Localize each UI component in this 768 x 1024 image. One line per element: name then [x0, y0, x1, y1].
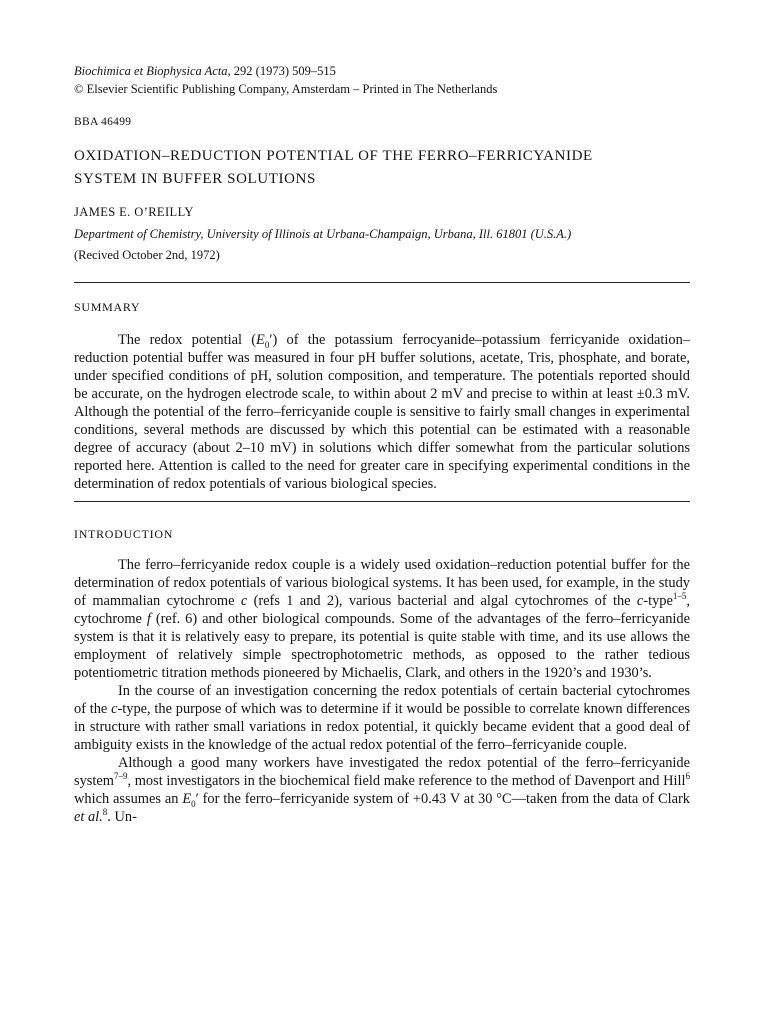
author-affiliation: Department of Chemistry, University of Illinois at Urbana-Champaign, Urbana, Ill. 61801 (U.S.A.) [74, 227, 572, 241]
intro-p3-text-end: . Un- [107, 809, 137, 825]
summary-bottom-rule [74, 501, 690, 502]
intro-p2-italic-c: c [111, 701, 118, 717]
intro-p1-italic-c1: c [240, 593, 248, 609]
intro-p1-text-a: The ferro–ferricyanide redox couple is a widely used oxidation–reduction potential buffer for the determination of redox potentials of various biological systems. It has been used, for example, in the study of mammalian cytochrome [74, 557, 690, 609]
intro-p3-symbol-e: E [182, 791, 192, 807]
summary-top-rule [74, 282, 690, 283]
article-title-line-1: OXIDATION–REDUCTION POTENTIAL OF THE FERRO–FERRICYANIDE [74, 148, 593, 164]
article-title-line-2: SYSTEM IN BUFFER SOLUTIONS [74, 171, 316, 187]
intro-p3-text-a: Although a good many workers have investigated the redox potential of the ferro–ferricyanide system [74, 755, 690, 789]
intro-p1-text-e: (ref. 6) and other biological compounds. Some of the advantages of the ferro–ferricyanide system is that it is relatively easy to prepare, its potential is quite stable with time, and its use allows the employment of relatively simple spectrophotometric methods, as opposed to the rather tedious potentiometric titration methods pioneered by Michaelis, Clark, and others in the 1920’s and 1930’s. [74, 611, 690, 681]
summary-text-b: ) of the potassium ferrocyanide–potassium ferricyanide oxidation–reduction potential buffer was measured in four pH buffer solutions, acetate, Tris, phosphate, and borate, under specified conditions of pH, solution composition, and temperature. The potentials reported should be accurate, on the hydrogen electrode scale, to within about 2 mV and precise to within at least ±0.3 mV. Although the potential of the ferro–ferricyanide couple is sensitive to fairly small changes in experimental conditions, several methods are discussed by which this potential can be estimated with a reasonable degree of accuracy (about 2–10 mV) in solutions which differ somewhat from the particular solutions reported here. Attention is called to the need for greater care in specifying experimental conditions in the determination of redox potentials of various biological species. [74, 332, 691, 492]
journal-name: Biochimica et Biophysica Acta [74, 64, 228, 78]
intro-p1-text-d: , cytochrome [74, 593, 690, 627]
redox-symbol-sub: 0 [264, 339, 270, 350]
publisher-line: © Elsevier Scientific Publishing Company, Amsterdam – Printed in The Netherlands [74, 82, 498, 96]
introduction-paragraph-2 [74, 682, 690, 754]
intro-p3-ref-3: 8 [102, 807, 108, 818]
intro-p3-symbol-sub: 0 [191, 798, 196, 809]
intro-p3-et-al: et al. [74, 809, 103, 825]
intro-p3-text-b: , most investigators in the biochemical field make reference to the method of Davenport and Hill [127, 773, 686, 789]
article-title [74, 145, 690, 191]
summary-paragraph [74, 331, 690, 493]
introduction-heading: INTRODUCTION [74, 527, 174, 541]
intro-p1-ref-1: 1–5 [672, 591, 687, 602]
introduction-paragraph-3 [74, 754, 690, 826]
redox-symbol-e: E [256, 332, 265, 348]
intro-p3-text-d: for the ferro–ferricyanide system of +0.43 V at 30 °C—taken from the data of Clark [198, 791, 690, 807]
intro-p3-symbol-prime: ′ [195, 791, 199, 807]
introduction-paragraph-1 [74, 556, 690, 682]
journal-citation [74, 62, 690, 80]
intro-p1-italic-f: f [146, 611, 151, 627]
author-name: JAMES E. O’REILLY [74, 205, 194, 219]
redox-symbol-prime: ′ [269, 332, 273, 348]
bba-number: BBA 46499 [74, 116, 132, 128]
intro-p1-text-b: (refs 1 and 2), various bacterial and algal cytochromes of the [247, 593, 637, 609]
intro-p2-text-b: -type, the purpose of which was to determine if it would be possible to correlate known differences in structure with rather small variations in redox potential, it quickly became evident that a good deal of ambiguity exists in the knowledge of the actual redox potential of the ferro–ferricyanide couple. [74, 701, 691, 753]
summary-heading: SUMMARY [74, 300, 141, 314]
intro-p1-italic-c2: c [636, 593, 644, 609]
intro-p2-text-a: In the course of an investigation concerning the redox potentials of certain bacterial cytochromes of the [74, 683, 690, 717]
journal-volume-pages: , 292 (1973) 509–515 [227, 64, 336, 78]
intro-p3-text-c: which assumes an [74, 791, 183, 807]
summary-text-a: The redox potential ( [118, 332, 257, 348]
intro-p3-ref-1: 7–9 [113, 771, 128, 782]
intro-p1-text-c: -type [643, 593, 673, 609]
article-page [74, 62, 690, 826]
received-date: (Recived October 2nd, 1972) [74, 248, 220, 262]
intro-p3-ref-2: 6 [685, 771, 690, 782]
